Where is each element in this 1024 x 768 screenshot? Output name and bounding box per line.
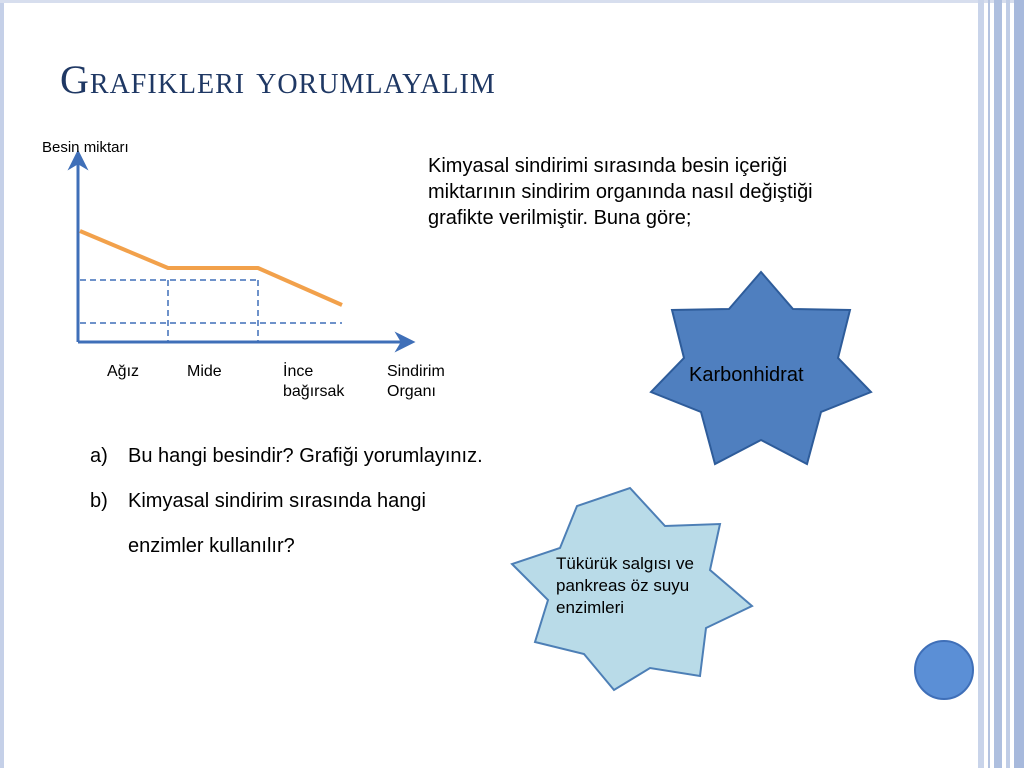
question-b bbox=[90, 488, 426, 514]
data-line-series bbox=[80, 231, 342, 305]
question-b-text-2: enzimler kullanılır? bbox=[128, 535, 295, 557]
question-a bbox=[90, 443, 483, 469]
star-karbonhidrat-label: Karbonhidrat bbox=[689, 364, 804, 386]
description-text: Kimyasal sindirimi sırasında besin içeriği miktarının sindirim organında nasıl değiştiği grafikte verilmiştir. Buna göre; bbox=[428, 155, 813, 229]
question-a-mark: a) bbox=[90, 445, 108, 467]
frame-right-stripes bbox=[978, 0, 1024, 768]
page-title: Grafikleri yorumlayalim bbox=[60, 57, 496, 102]
question-b-mark: b) bbox=[90, 490, 108, 512]
category-label-agiz: Ağız bbox=[107, 363, 140, 380]
category-label-mide: Mide bbox=[187, 363, 222, 380]
x-axis-label: Sindirim Organı bbox=[387, 363, 445, 400]
star-enzim-label: Tükürük salgısı ve pankreas öz suyu enzimleri bbox=[556, 554, 694, 617]
category-label-ince-bagirsak: İnce bağırsak bbox=[283, 363, 345, 400]
y-axis-label: Besin miktarı bbox=[42, 139, 129, 156]
question-a-text: Bu hangi besindir? Grafiği yorumlayınız. bbox=[128, 445, 483, 467]
decorative-circle bbox=[914, 640, 974, 700]
question-b-text-1: Kimyasal sindirim sırasında hangi bbox=[128, 490, 426, 512]
question-list bbox=[90, 443, 483, 469]
